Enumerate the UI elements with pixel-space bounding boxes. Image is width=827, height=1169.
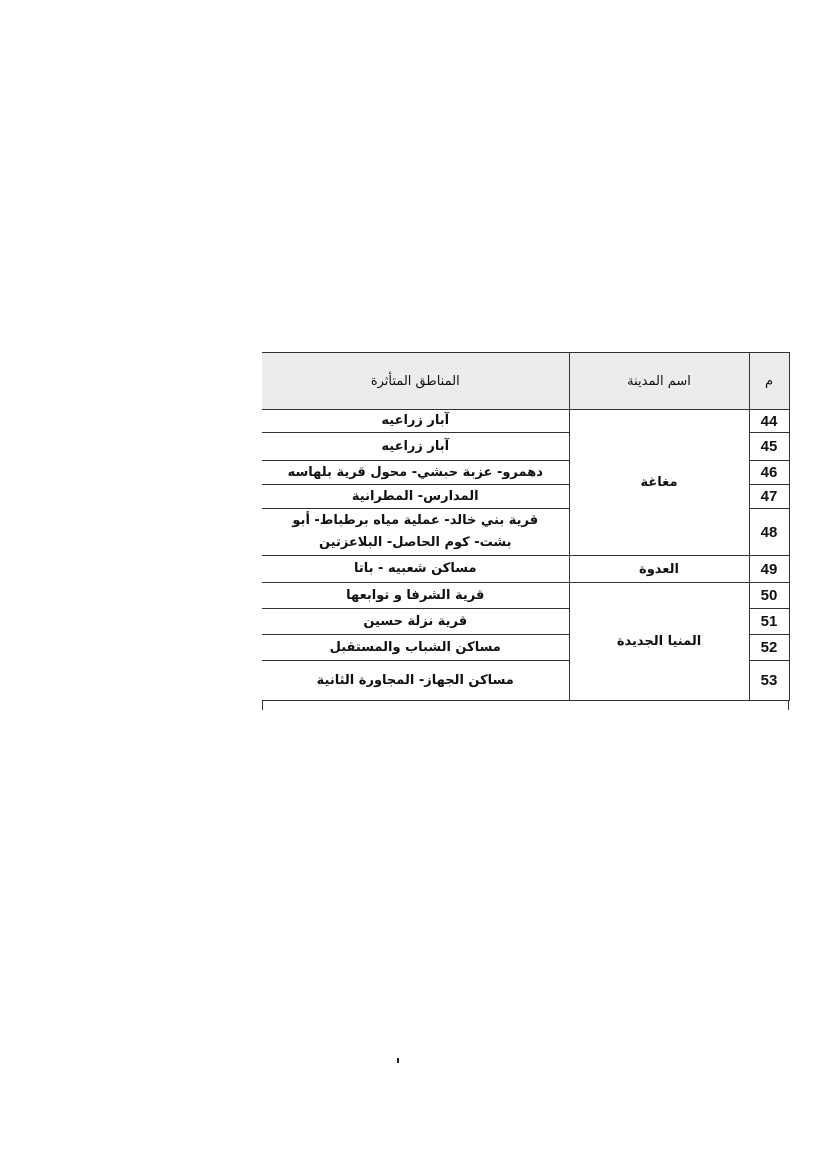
header-number: م [749,353,789,410]
table-row [262,556,789,583]
row-number: 46 [749,461,789,485]
row-number: 44 [749,410,789,433]
area-cell: قرية الشرفا و توابعها [262,583,569,609]
row-number: 48 [749,509,789,556]
affected-areas-table [262,352,790,701]
city-cell: العدوة [569,556,749,583]
area-cell: دهمرو- عزبة حبشي- محول قرية بلهاسه [262,461,569,485]
row-number: 50 [749,583,789,609]
area-cell: آبار زراعيه [262,410,569,433]
area-cell: مساكن شعبيه - باتا [262,556,569,583]
row-number: 47 [749,485,789,509]
row-number: 53 [749,661,789,701]
header-areas: المناطق المتأثرة [262,353,569,410]
area-cell: المدارس- المطرانية [262,485,569,509]
row-number: 51 [749,609,789,635]
city-cell: مغاغة [569,410,749,556]
table-header-row [262,353,789,410]
page-speck [397,1058,399,1063]
row-number: 52 [749,635,789,661]
area-cell: قرية نزلة حسين [262,609,569,635]
header-city: اسم المدينة [569,353,749,410]
area-cell: مساكن الجهاز- المجاورة الثانية [262,661,569,701]
row-number: 49 [749,556,789,583]
area-cell: قرية بني خالد- عملية مياه برطباط- أبو بشت- كوم الحاصل- البلاعزتين [262,509,569,556]
city-cell: المنيا الجديدة [569,583,749,701]
row-number: 45 [749,433,789,461]
table-continuation-edge [262,700,789,710]
table-row [262,583,789,609]
table-row [262,410,789,433]
area-cell: آبار زراعيه [262,433,569,461]
area-cell: مساكن الشباب والمستقبل [262,635,569,661]
